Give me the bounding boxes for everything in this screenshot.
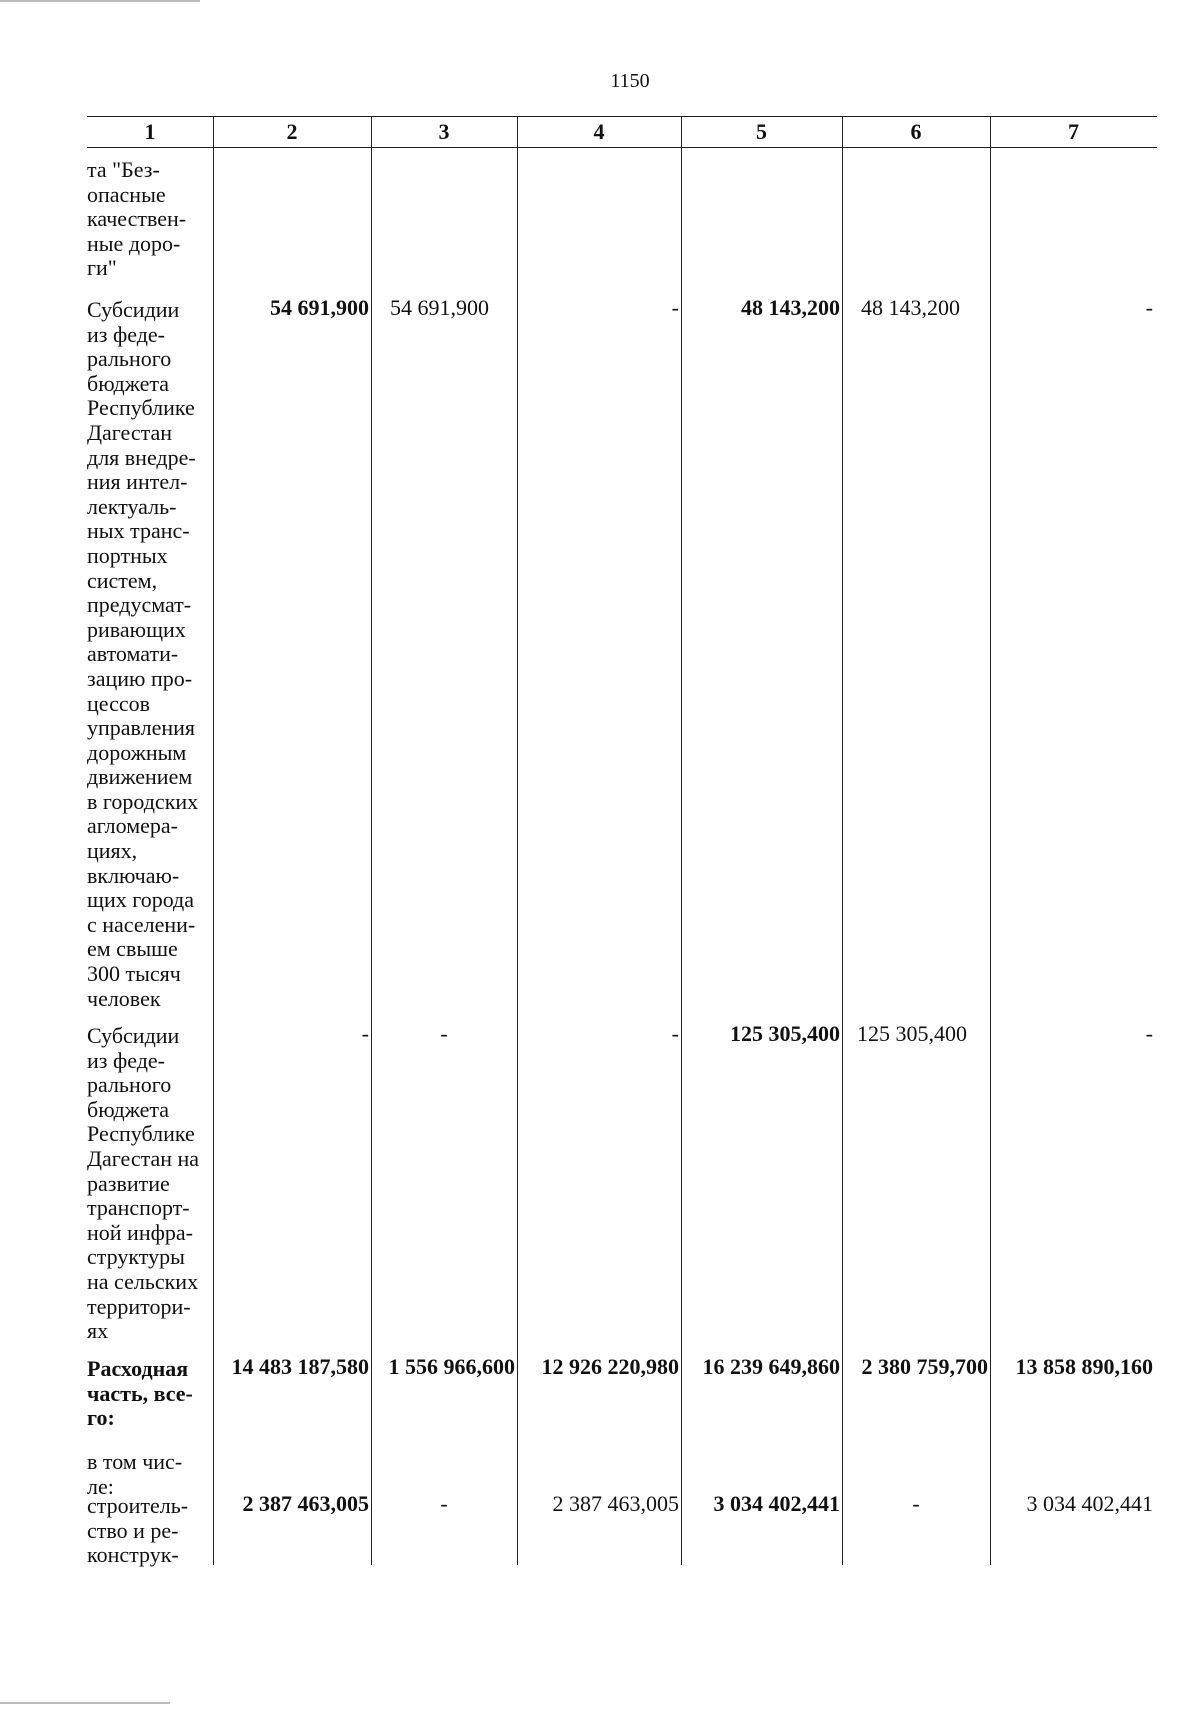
cell-col3: 1 556 966,600 (388, 1354, 515, 1379)
row-label: в том чис- ле: (87, 1449, 183, 1499)
column-divider (517, 116, 518, 1565)
column-divider (990, 116, 991, 1565)
cell-col3: - (440, 1021, 448, 1046)
cell-col2: 54 691,900 (270, 295, 369, 320)
scan-edge-mark (0, 1702, 170, 1704)
column-header-2: 2 (286, 119, 298, 144)
column-header-1: 1 (144, 119, 156, 144)
column-header-5: 5 (756, 119, 767, 144)
column-header-6: 6 (910, 119, 922, 144)
cell-col6: 48 143,200 (861, 295, 960, 320)
cell-col3: 54 691,900 (390, 295, 489, 320)
column-divider (213, 116, 214, 1565)
column-header-7: 7 (1068, 119, 1079, 144)
scan-edge-mark (0, 0, 200, 2)
cell-col4: - (671, 1021, 679, 1046)
column-divider (681, 116, 682, 1565)
cell-col3: - (440, 1491, 448, 1516)
column-header-3: 3 (438, 119, 450, 144)
row-label: та "Без- опасные качествен- ные доро- ги" (87, 157, 187, 281)
cell-col5: 125 305,400 (730, 1021, 840, 1046)
cell-col5: 16 239 649,860 (702, 1354, 840, 1379)
cell-col6: - (912, 1491, 920, 1516)
cell-col4: - (671, 295, 679, 320)
column-header-4: 4 (593, 119, 605, 144)
cell-col5: 48 143,200 (741, 295, 840, 320)
cell-col4: 12 926 220,980 (541, 1354, 679, 1379)
cell-col4: 2 387 463,005 (552, 1491, 679, 1516)
row-label: Субсидии из феде- рального бюджета Республике Дагестан на развитие транспорт- ной инфра- структуры на сельских территори- ях (87, 1023, 200, 1344)
cell-col2: 2 387 463,005 (242, 1491, 369, 1516)
column-divider (371, 116, 372, 1565)
cell-col6: 125 305,400 (857, 1021, 967, 1046)
row-label: строитель- ство и ре- конструк- (87, 1493, 189, 1568)
cell-col7: 3 034 402,441 (1026, 1491, 1153, 1516)
row-label-total: Расходная часть, все- го: (87, 1356, 193, 1431)
header-bottom-border (87, 147, 1157, 148)
cell-col5: 3 034 402,441 (713, 1491, 840, 1516)
row-label: Субсидии из феде- рального бюджета Республике Дагестан для внедре- ния интел- лектуаль- ных транс- портных систем, предусмат- ривающих автомати- зацию про- цессов управления дорожным движением в городских агломера- циях, включаю- щих города с населени- ем свыше 300 тысяч человек (87, 297, 199, 1011)
cell-col2: 14 483 187,580 (231, 1354, 369, 1379)
page-number: 1150 (610, 70, 650, 92)
column-divider (842, 116, 843, 1565)
cell-col7: 13 858 890,160 (1015, 1354, 1153, 1379)
table-top-border (87, 116, 1157, 117)
cell-col7: - (1145, 295, 1153, 320)
cell-col6: 2 380 759,700 (861, 1354, 988, 1379)
cell-col2: - (361, 1021, 369, 1046)
cell-col7: - (1145, 1021, 1153, 1046)
